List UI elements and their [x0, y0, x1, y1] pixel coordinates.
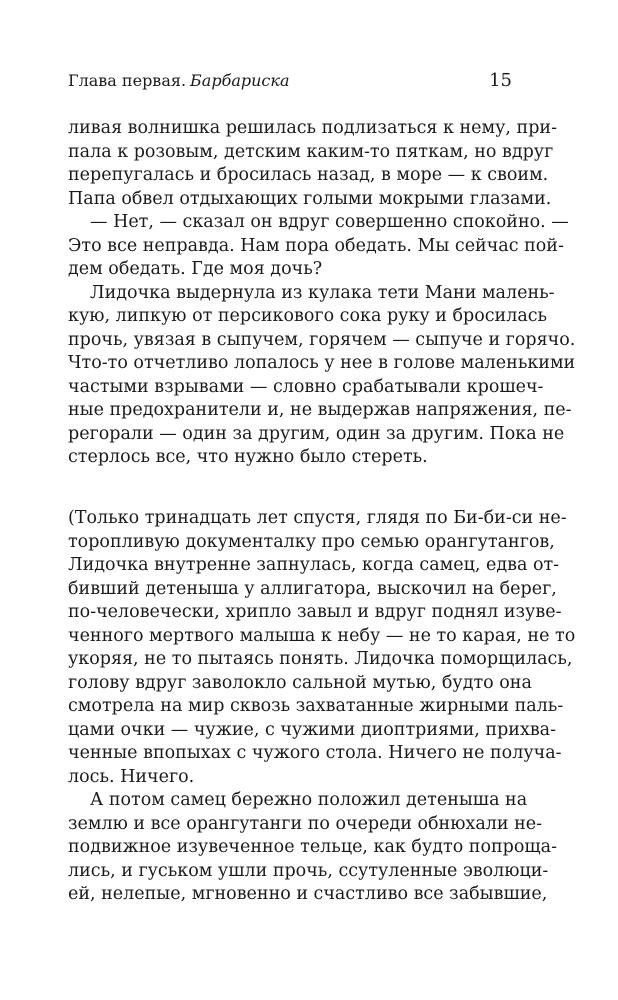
text-line: цами очки — чужие, с чужими диоптриями, прихва- — [68, 719, 557, 740]
text-line: Лидочка внутренне запнулась, когда самец, едва от- — [68, 555, 560, 575]
text-line: Что-то отчетливо лопалось у нее в голове маленькими — [68, 353, 576, 373]
text-block-1 — [68, 117, 576, 470]
text-line: лось. Ничего. — [68, 766, 195, 787]
running-head-title — [68, 70, 289, 92]
text-line: — Нет, — сказал он вдруг совершенно спокойно. — — [90, 212, 569, 232]
text-line: регорали — один за другим, один за другим. Пока не — [68, 423, 565, 444]
text-line: перепугалась и бросилась назад, в море — к своим. — [68, 165, 549, 185]
text-line: лись, и гуськом ушли прочь, ссутуленные эволюци- — [68, 860, 549, 881]
chapter-title: Барбариска — [190, 71, 290, 90]
text-line: (Только тринадцать лет спустя, глядя по Би-би-си не- — [68, 508, 567, 528]
text-line: ей, нелепые, мгновенно и счастливо все забывшие, — [68, 884, 548, 904]
text-line: дем обедать. Где моя дочь? — [68, 259, 323, 279]
text-line: ные предохранители и, не выдержав напряжения, пе- — [68, 400, 572, 420]
chapter-label: Глава первая. — [68, 71, 187, 90]
text-line: прочь, увязая в сыпучем, горячем — сыпуче и горячо. — [68, 329, 576, 350]
text-line: укоряя, не то пытаясь понять. Лидочка поморщилась, — [68, 649, 573, 669]
text-line: голову вдруг заволокло сальной мутью, будто она — [68, 672, 532, 693]
text-line: бивший детеныша у аллигатора, выскочил на берег, — [68, 578, 557, 599]
text-line: стерлось все, что нужно было стереть. — [68, 447, 428, 467]
text-line: А потом самец бережно положил детеныша на — [90, 790, 528, 810]
text-line: ченного мертвого малыша к небу — не то карая, не то — [68, 625, 576, 646]
text-line: Папа обвел отдыхающих голыми мокрыми глазами. — [68, 188, 552, 209]
text-line: частыми взрывами — словно срабатывали крошеч- — [68, 376, 544, 397]
text-line: ченные впопыхах с чужого стола. Ничего не получа- — [68, 743, 562, 763]
page-number: 15 — [489, 70, 512, 91]
text-line: кую, липкую от персикового сока руку и бросилась — [68, 306, 548, 326]
text-line: землю и все орангутанги по очереди обнюхали не- — [68, 813, 543, 834]
text-line: Лидочка выдернула из кулака тети Мани малень- — [90, 282, 555, 303]
running-head — [68, 70, 512, 92]
text-line: по-человечески, хрипло завыл и вдруг поднял изуве- — [68, 602, 562, 622]
text-line: подвижное изувеченное тельце, как будто попроща- — [68, 837, 558, 857]
text-line: ливая волнишка решилась подлизаться к нему, при- — [68, 118, 557, 138]
text-line: пала к розовым, детским каким-то пяткам, но вдруг — [68, 141, 554, 162]
text-line: смотрела на мир сквозь захватанные жирными паль- — [68, 696, 564, 716]
text-block-2 — [68, 507, 576, 907]
text-line: Это все неправда. Нам пора обедать. Мы сейчас пой- — [68, 235, 564, 256]
text-line: торопливую документалку про семью орангутангов, — [68, 531, 555, 552]
